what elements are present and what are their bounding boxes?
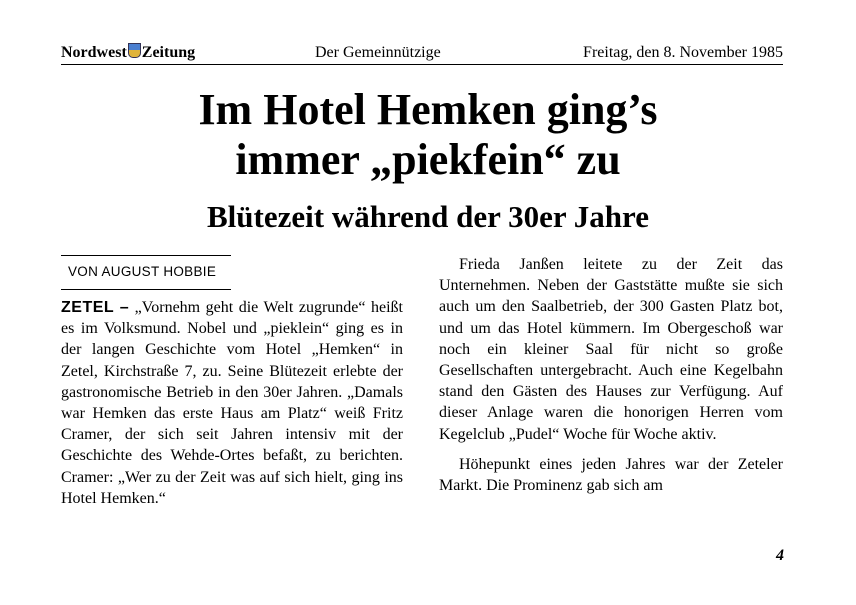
article-dateline: ZETEL	[61, 299, 115, 316]
section-title: Der Gemeinnützige	[315, 44, 441, 61]
headline-line-1: Im Hotel Hemken ging’s	[198, 85, 658, 134]
article-column-right	[439, 254, 783, 496]
newspaper-name-part2: Zeitung	[141, 44, 196, 61]
author-byline: VON AUGUST HOBBIE	[68, 264, 217, 279]
dateline-dash: –	[119, 299, 130, 316]
author-rule-bottom	[61, 289, 231, 290]
issue-date: Freitag, den 8. November 1985	[583, 44, 783, 61]
page-number: 4	[776, 547, 784, 564]
article-paragraph: Höhepunkt eines jeden Jahres war der Zeteler Markt. Die Prominenz gab sich am	[439, 455, 783, 495]
article-paragraph-text: „Vornehm geht die Welt zugrunde“ heißt es im Volksmund. Nobel und „pieklein“ ging es in der langen Geschichte vom Hotel „Hemken“ in Zetel, Kirchstraße 7, zu. Seine Blütezeit erlebte der gastronomische Betrieb in den 30er Jahren. „Damals war Hemken das erste Haus am Platz“ weiß Fritz Cramer, der sich seit Jahren intensiv mit der Geschichte des Wehde-Ortes befaßt, zu berichten. Cramer: „Wer zu der Zeit was auf sich hielt, ging ins Hotel Hemken.“	[61, 299, 403, 507]
masthead	[61, 42, 783, 65]
headline	[0, 85, 856, 185]
coat-of-arms-icon	[128, 43, 141, 58]
newspaper-name	[61, 43, 195, 63]
newspaper-name-part1: Nordwest	[61, 44, 127, 61]
author-rule-top	[61, 255, 231, 256]
headline-line-2: immer „piekfein“ zu	[235, 135, 621, 184]
subheadline: Blütezeit während der 30er Jahre	[207, 199, 649, 234]
article-paragraph	[61, 297, 403, 509]
article-column-left	[61, 297, 403, 509]
article-paragraph: Frieda Janßen leitete zu der Zeit das Unternehmen. Neben der Gaststätte mußte sie sich auch um den Saalbetrieb, der 300 Gasten Platz bot, und um das Hotel kümmern. Im Obergeschoß war noch ein kleiner Saal für nicht so große Gesellschaften untergebracht. Auch eine Kegelbahn stand den Gästen des Hauses zur Verfügung. Auf dieser Anlage waren die honorigen Herren vom Kegelclub „Pudel“ Woche für Woche aktiv.	[439, 256, 783, 443]
